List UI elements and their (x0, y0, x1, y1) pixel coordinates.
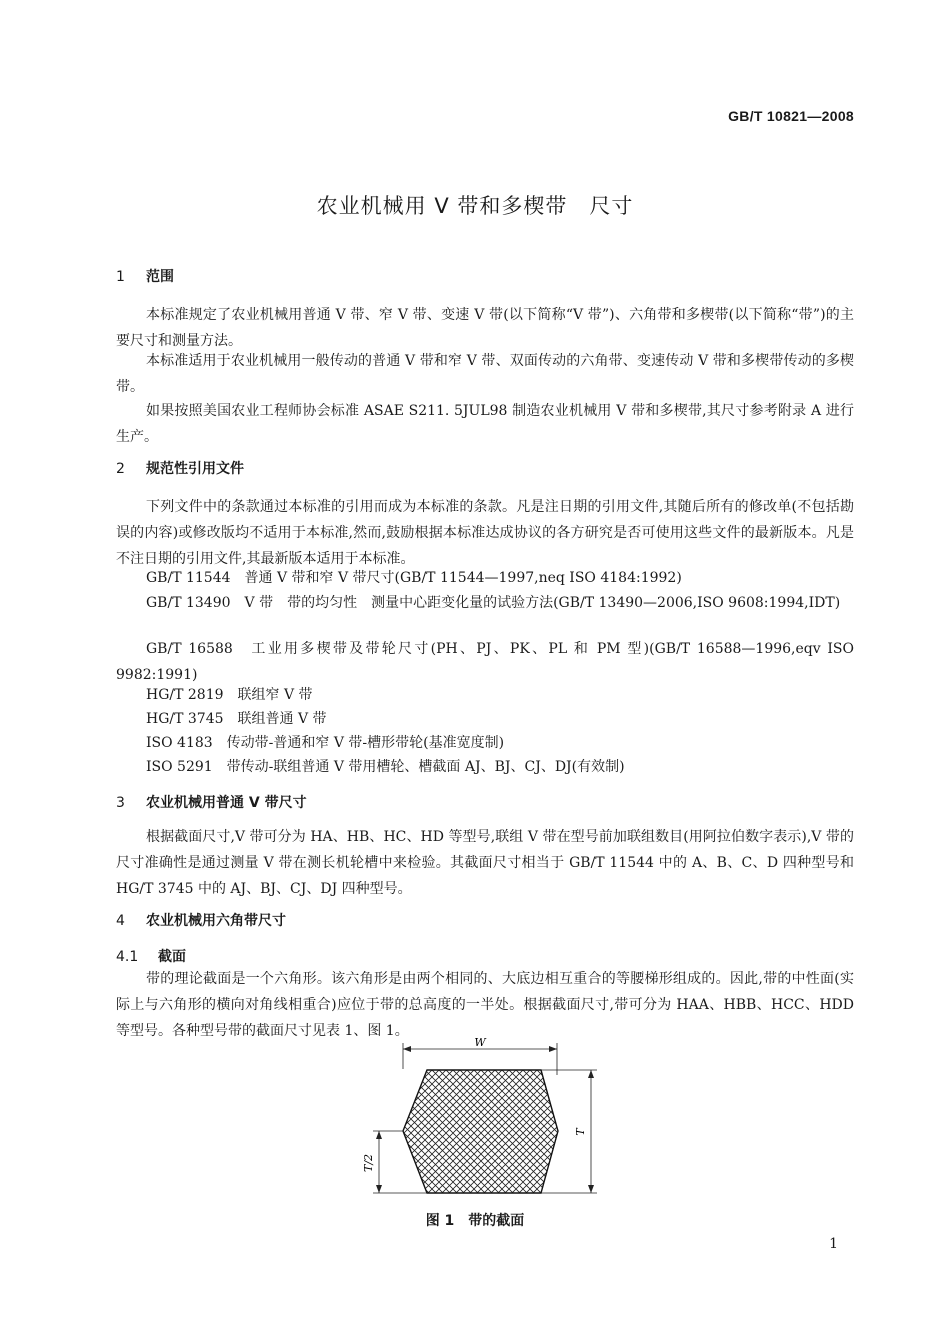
section-number: 4 (116, 913, 125, 929)
section-title: 范围 (146, 269, 174, 285)
reference-item: ISO 4183 传动带-普通和窄 V 带-槽形带轮(基准宽度制) (146, 735, 505, 751)
reference-item: GB/T 16588 工业用多楔带及带轮尺寸(PH、PJ、PK、PL 和 PM 型)(GB/T 16588—1996,eqv ISO 9982:1991) (116, 641, 854, 683)
section-4-heading (116, 910, 286, 930)
reference-item: HG/T 2819 联组窄 V 带 (146, 687, 313, 703)
paragraph: 带的理论截面是一个六角形。该六角形是由两个相同的、大底边相互重合的等腰梯形组成的。因此,带的中性面(实际上与六角形的横向对角线相重合)应位于带的总高度的一半处。根据截面尺寸,带可分为 HAA、HBB、HCC、HDD 等型号。各种型号带的截面尺寸见表 1、图 1。 (116, 971, 854, 1039)
reference-item: GB/T 11544 普通 V 带和窄 V 带尺寸(GB/T 11544—1997,neq ISO 4184:1992) (146, 570, 682, 586)
paragraph: 下列文件中的条款通过本标准的引用而成为本标准的条款。凡是注日期的引用文件,其随后所有的修改单(不包括勘误的内容)或修改版均不适用于本标准,然而,鼓励根据本标准达成协议的各方研究是否可使用这些文件的最新版本。凡是不注日期的引用文件,其最新版本适用于本标准。 (116, 499, 854, 567)
page-number: 1 (829, 1236, 838, 1252)
paragraph: 本标准规定了农业机械用普通 V 带、窄 V 带、变速 V 带(以下简称“V 带”)、六角带和多楔带(以下简称“带”)的主要尺寸和测量方法。 (116, 307, 854, 349)
section-title: 农业机械用普通 V 带尺寸 (146, 795, 307, 811)
reference-item: ISO 5291 带传动-联组普通 V 带用槽轮、槽截面 AJ、BJ、CJ、DJ(有效制) (146, 759, 625, 775)
subsection-4-1-heading (116, 946, 186, 966)
width-label: W (474, 1036, 486, 1049)
section-number: 1 (116, 269, 125, 285)
height-label: T (574, 1128, 587, 1136)
section-number: 2 (116, 461, 125, 477)
standard-code: GB/T 10821—2008 (728, 108, 854, 124)
subsection-number: 4.1 (116, 949, 139, 965)
hexagon-section (403, 1070, 558, 1193)
reference-item: HG/T 3745 联组普通 V 带 (146, 711, 327, 727)
document-title: 农业机械用 V 带和多楔带 尺寸 (316, 194, 634, 218)
section-1-heading (116, 266, 174, 286)
subsection-title: 截面 (158, 949, 186, 965)
section-title: 规范性引用文件 (146, 461, 244, 477)
paragraph: 如果按照美国农业工程师协会标准 ASAE S211. 5JUL98 制造农业机械用 V 带和多楔带,其尺寸参考附录 A 进行生产。 (116, 403, 854, 445)
paragraph: 本标准适用于农业机械用一般传动的普通 V 带和窄 V 带、双面传动的六角带、变速传动 V 带和多楔带传动的多楔带。 (116, 353, 854, 395)
reference-item: GB/T 13490 V 带 带的均匀性 测量中心距变化量的试验方法(GB/T 13490—2006,ISO 9608:1994,IDT) (146, 595, 841, 611)
section-title: 农业机械用六角带尺寸 (146, 913, 286, 929)
paragraph: 根据截面尺寸,V 带可分为 HA、HB、HC、HD 等型号,联组 V 带在型号前加联组数目(用阿拉伯数字表示),V 带的尺寸准确性是通过测量 V 带在测长机轮槽中来检验。其截面尺寸相当于 GB/T 11544 中的 A、B、C、D 四种型号和 HG/T 3745 中的 AJ、BJ、CJ、DJ 四种型号。 (116, 829, 854, 897)
half-height-label: T/2 (362, 1153, 375, 1173)
section-number: 3 (116, 795, 125, 811)
hexagon-cross-section-figure (355, 1035, 615, 1205)
figure-caption: 图 1 带的截面 (425, 1213, 525, 1229)
section-2-heading (116, 458, 244, 478)
section-3-heading (116, 792, 307, 812)
